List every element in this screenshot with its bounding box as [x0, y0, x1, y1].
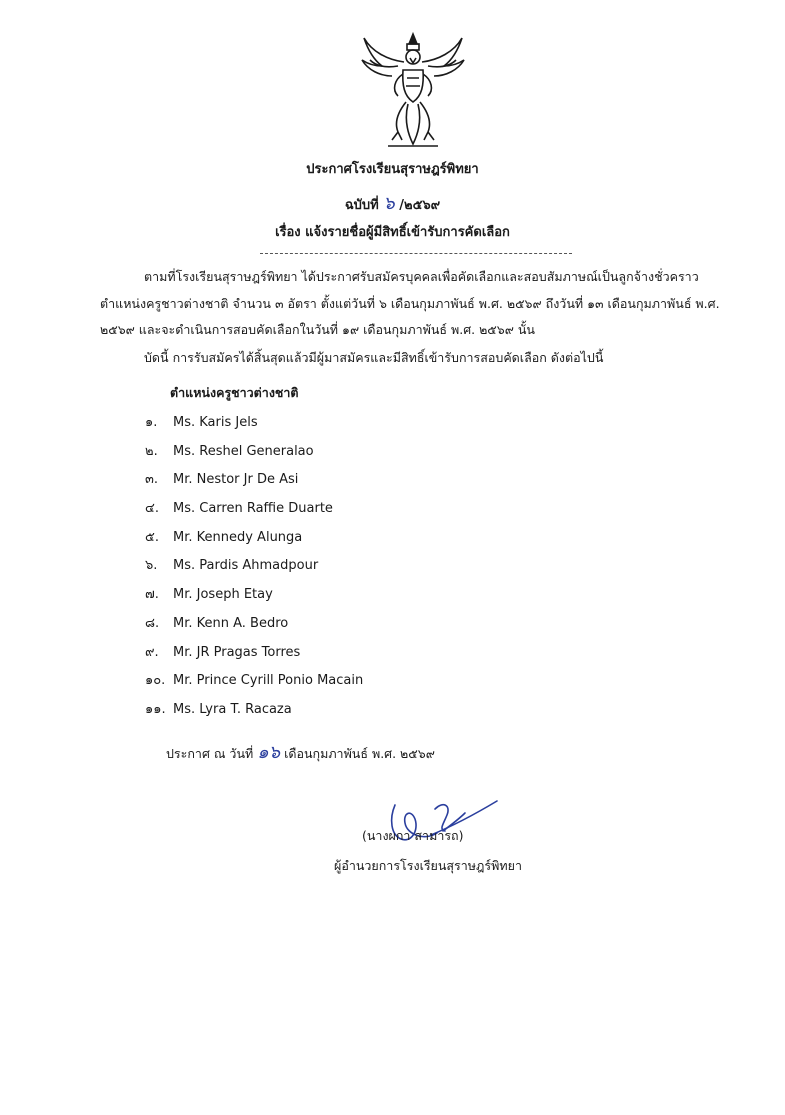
item-number: ๔.: [145, 501, 159, 517]
body-paragraph-2: บัดนี้ การรับสมัครได้สิ้นสุดแล้วมีผู้มาสมัครและมีสิทธิ์เข้ารับการสอบคัดเลือก ดังต่อไปนี้: [144, 350, 604, 365]
list-item: [145, 498, 363, 527]
list-item: [145, 527, 363, 556]
number-handwritten: ๖: [383, 193, 395, 214]
list-item: [145, 555, 363, 584]
candidate-name: Mr. Kenn A. Bedro: [173, 615, 289, 631]
signer-name: (นางผกา สามารถ): [362, 828, 464, 843]
announcement-date: [166, 737, 435, 766]
list-item: [145, 642, 363, 671]
list-item: [145, 412, 363, 441]
candidate-name: Mr. JR Pragas Torres: [173, 644, 301, 660]
number-suffix: /๒๕๖๙: [399, 198, 441, 213]
garuda-emblem-icon: [358, 30, 468, 152]
signer-title: ผู้อำนวยการโรงเรียนสุราษฎร์พิทยา: [334, 858, 522, 873]
item-number: ๑.: [145, 415, 158, 430]
separator-line: [260, 253, 572, 254]
list-item: [145, 699, 363, 728]
list-item: [145, 613, 363, 642]
announce-prefix: ประกาศ ณ วันที่: [166, 746, 254, 761]
candidate-name: Mr. Kennedy Alunga: [173, 529, 303, 545]
document-subject: เรื่อง แจ้งรายชื่อผู้มีสิทธิ์เข้ารับการคัดเลือก: [275, 225, 510, 240]
item-number: ๓.: [145, 472, 159, 488]
candidate-name: Mr. Prince Cyrill Ponio Macain: [173, 673, 364, 689]
document-number: [0, 188, 785, 217]
position-heading: ตำแหน่งครูชาวต่างชาติ: [170, 385, 299, 400]
list-item: [145, 670, 363, 699]
candidate-name: Ms. Reshel Generalao: [173, 443, 314, 459]
item-number: ๘.: [145, 615, 160, 631]
item-number: ๖.: [145, 558, 158, 574]
announce-suffix: เดือนกุมภาพันธ์ พ.ศ. ๒๕๖๙: [284, 746, 435, 761]
item-number: ๗.: [145, 587, 159, 603]
number-prefix: ฉบับที่: [344, 198, 379, 213]
body-paragraph-1: ตามที่โรงเรียนสุราษฎร์พิทยา ได้ประกาศรับสมัครบุคคลเพื่อคัดเลือกและสอบสัมภาษณ์เป็นลูกจ้างชั่วคราว ตำแหน่งครูชาวต่างชาติ จำนวน ๓ อัตรา ตั้งแต่วันที่ ๖ เดือนกุมภาพันธ์ พ.ศ. ๒๕๖๙ ถึงวันที่ ๑๓ เดือนกุมภาพันธ์ พ.ศ. ๒๕๖๙ และจะดำเนินการสอบคัดเลือกในวันที่ ๑๙ เดือนกุมภาพันธ์ พ.ศ. ๒๕๖๙ นั้น: [100, 269, 720, 337]
handwritten-signature: [385, 795, 500, 855]
candidate-name: Mr. Nestor Jr De Asi: [173, 472, 299, 488]
item-number: ๙.: [145, 644, 159, 660]
candidate-name: Mr. Joseph Etay: [173, 587, 273, 603]
item-number: ๑๑.: [145, 701, 166, 717]
list-item: [145, 469, 363, 498]
candidate-name: Ms. Carren Raffie Duarte: [173, 501, 333, 517]
candidate-name: Ms. Karis Jels: [173, 415, 258, 430]
item-number: ๑๐.: [145, 673, 166, 689]
candidate-name: Ms. Lyra T. Racaza: [173, 701, 292, 717]
list-item: [145, 441, 363, 470]
candidate-list: [145, 412, 363, 728]
announce-day-handwritten: ๑๖: [257, 742, 281, 763]
item-number: ๒.: [145, 443, 158, 459]
item-number: ๕.: [145, 529, 159, 545]
document-title: ประกาศโรงเรียนสุราษฎร์พิทยา: [306, 162, 479, 177]
candidate-name: Ms. Pardis Ahmadpour: [173, 558, 319, 574]
list-item: [145, 584, 363, 613]
